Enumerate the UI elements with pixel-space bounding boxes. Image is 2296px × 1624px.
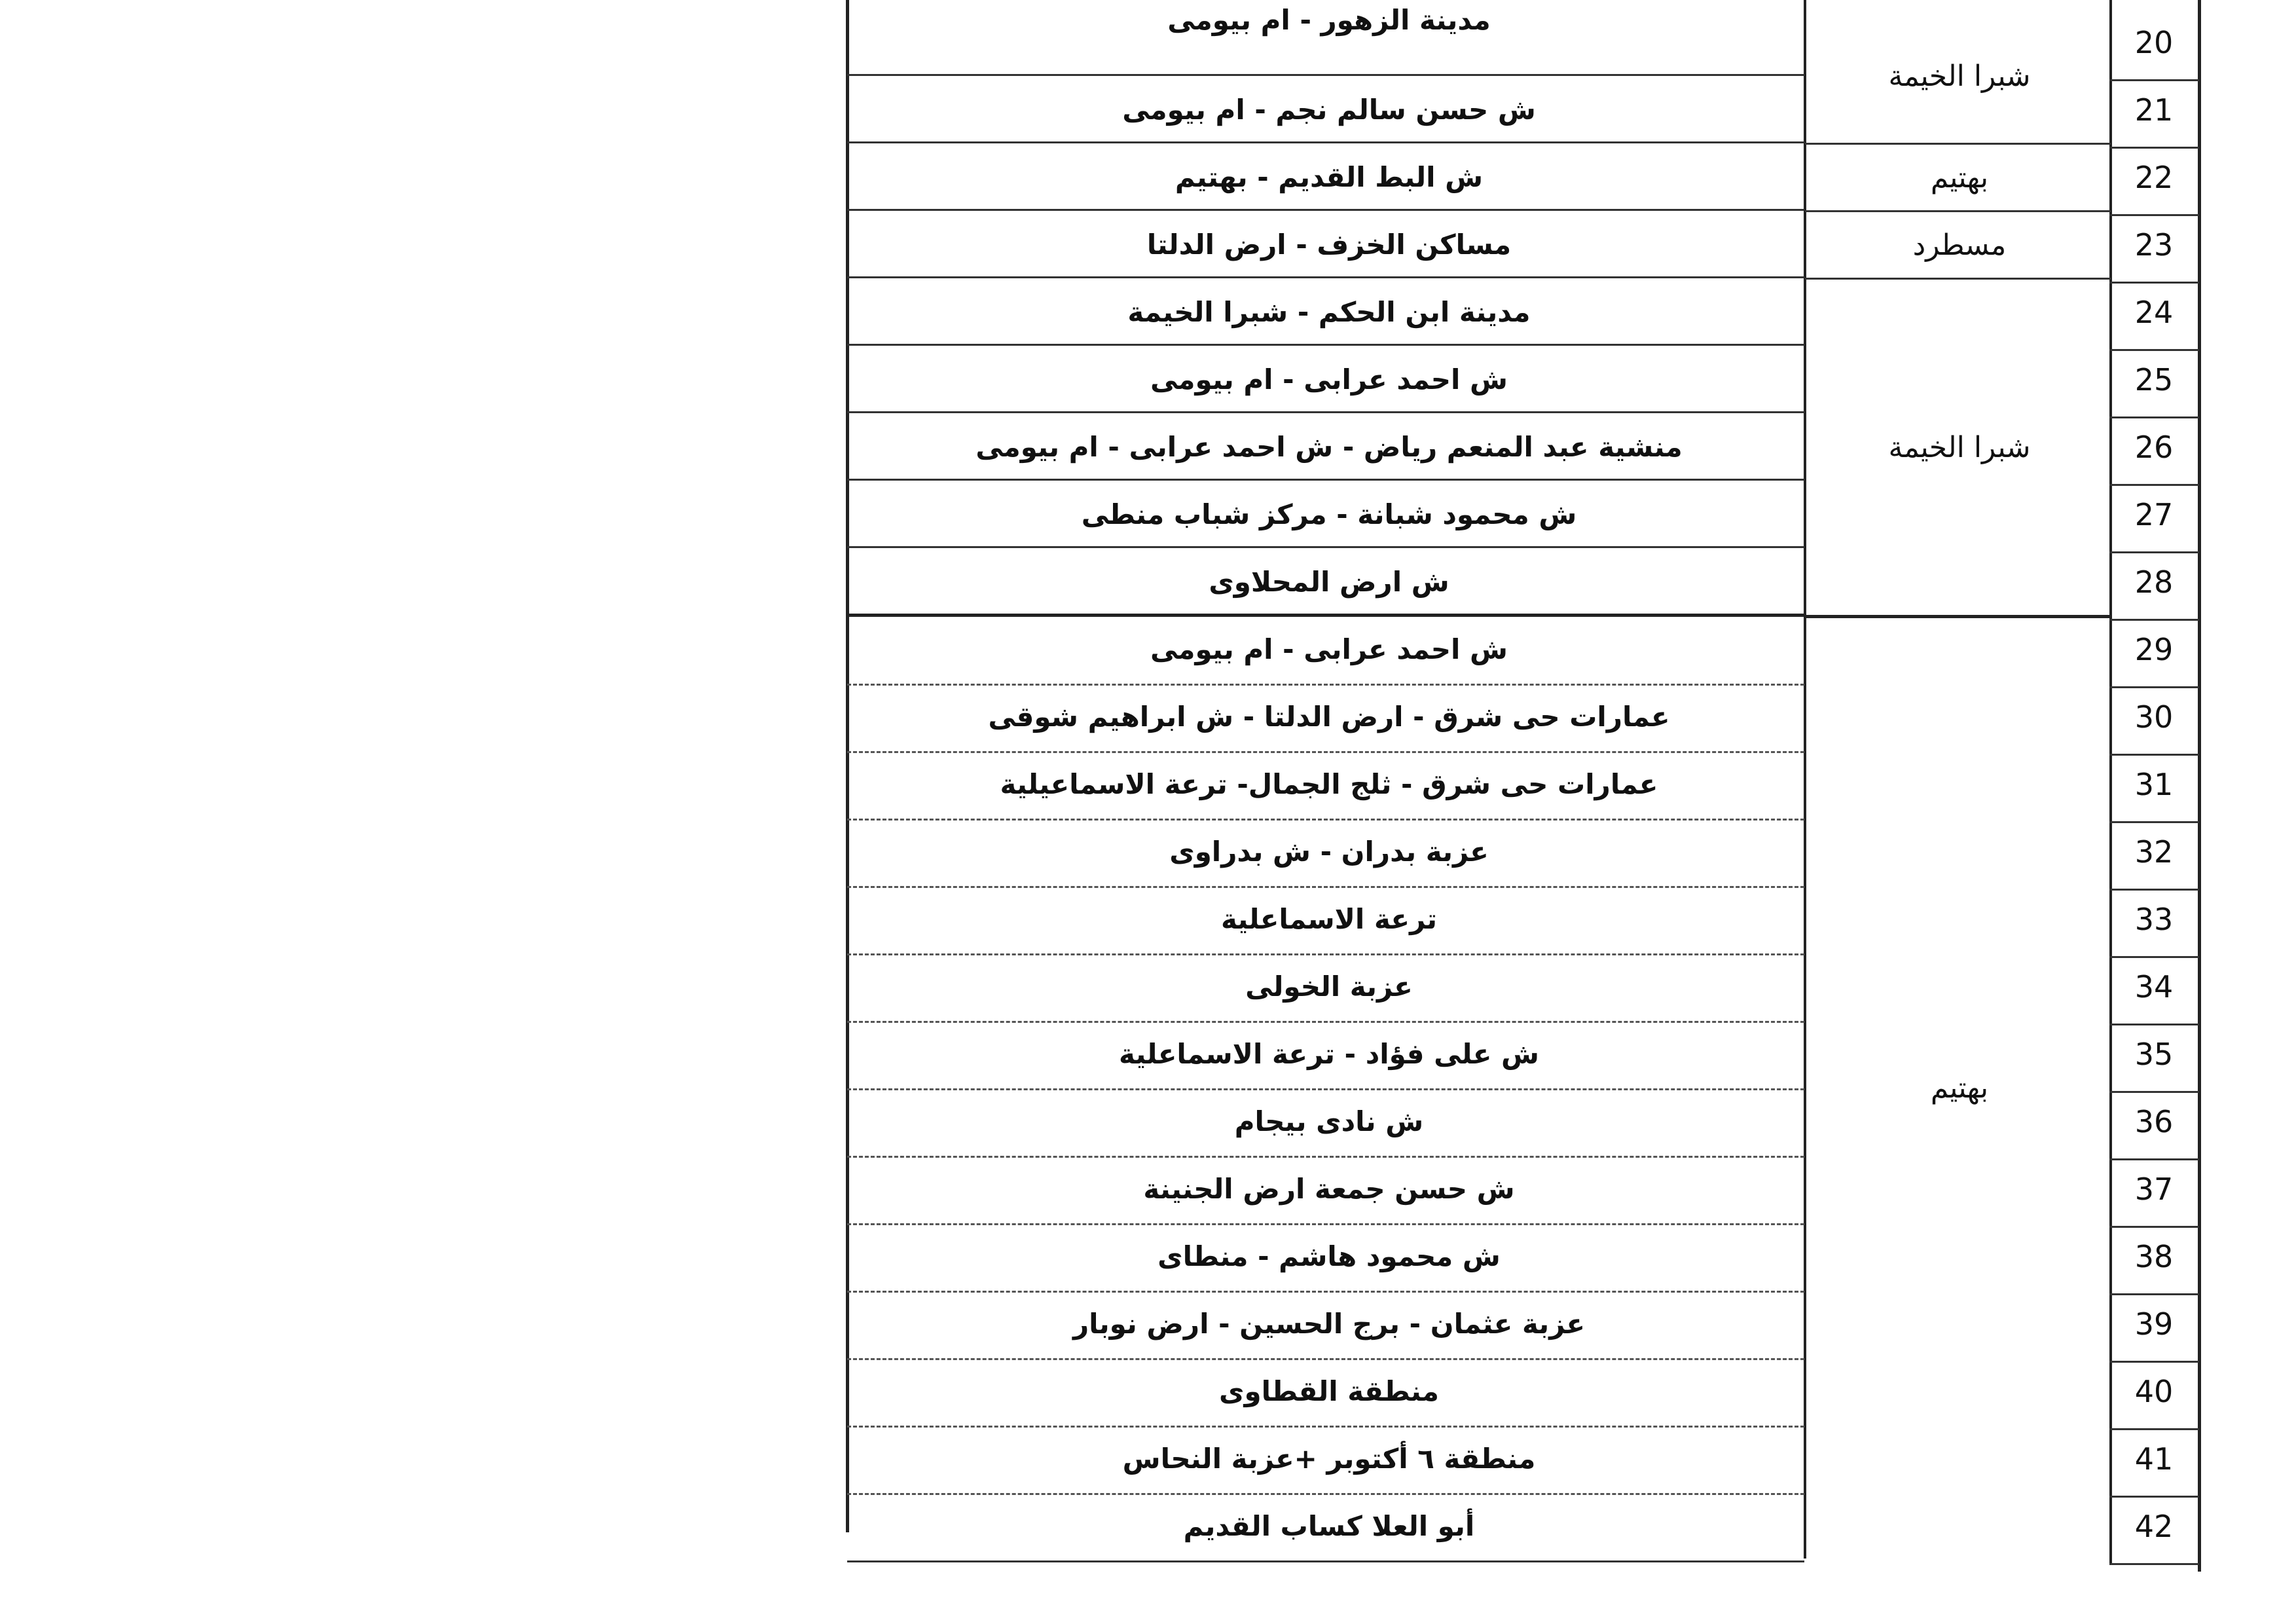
address-cell: منشية عبد المنعم رياض - ش احمد عرابى - ام بيومى [975, 431, 1683, 463]
row-number: 32 [2134, 834, 2174, 870]
address-cell: أبو العلا كساب القديم [1183, 1510, 1475, 1542]
row-number: 35 [2134, 1037, 2174, 1072]
row-rule [847, 614, 1804, 617]
row-rule [847, 751, 1804, 753]
row-number: 36 [2134, 1104, 2174, 1139]
row-rule [847, 141, 1804, 143]
area-cell: شبرا الخيمة [1888, 430, 2031, 464]
row-rule [847, 1560, 1804, 1562]
row-rule [847, 1021, 1804, 1023]
row-number: 37 [2134, 1172, 2174, 1207]
address-cell: عمارات حى شرق - ارض الدلتا - ش ابراهيم شوقى [988, 701, 1670, 733]
address-cell: منطقة القطاوى [1218, 1375, 1440, 1407]
row-rule [847, 1358, 1804, 1360]
row-rule [847, 1493, 1804, 1495]
row-number: 38 [2134, 1239, 2174, 1274]
address-cell: منطقة ٦ أكتوبر +عزبة النحاس [1122, 1443, 1536, 1475]
row-number: 23 [2134, 227, 2174, 263]
row-rule [847, 344, 1804, 346]
group-rule [1805, 615, 2111, 618]
row-rule [847, 1156, 1804, 1158]
address-cell: مدينة الزهور - ام بيومى [1167, 4, 1491, 36]
row-rule [2109, 619, 2199, 621]
row-rule [847, 74, 1804, 76]
row-number: 28 [2134, 564, 2174, 600]
address-cell: ش نادى بيجام [1234, 1105, 1424, 1137]
row-rule [2109, 1091, 2199, 1093]
row-rule [847, 276, 1804, 278]
row-number: 31 [2134, 767, 2174, 802]
row-number: 40 [2134, 1374, 2174, 1409]
row-rule [847, 684, 1804, 686]
row-rule [2109, 1428, 2199, 1430]
column-rule [2109, 0, 2112, 1565]
row-rule [2109, 214, 2199, 216]
row-rule [2109, 1496, 2199, 1498]
row-rule [2109, 821, 2199, 823]
area-cell: مسطرد [1912, 228, 2007, 262]
address-cell: مدينة ابن الحكم - شبرا الخيمة [1127, 296, 1531, 328]
address-cell: عزبة بدران - ش بدراوى [1169, 836, 1489, 868]
address-cell: ش حسن سالم نجم - ام بيومى [1122, 94, 1536, 126]
address-cell: ترعة الاسماعلية [1220, 903, 1438, 935]
row-rule [847, 411, 1804, 413]
row-number: 20 [2134, 25, 2174, 60]
row-rule [2109, 889, 2199, 891]
row-rule [2109, 1158, 2199, 1160]
address-cell: عزبة الخولى [1245, 970, 1413, 1003]
address-cell: عزبة عثمان - برج الحسين - ارض نوبار [1072, 1308, 1586, 1340]
row-rule [847, 209, 1804, 211]
row-number: 29 [2134, 632, 2174, 667]
row-rule [2109, 1563, 2199, 1565]
address-cell: عمارات حى شرق - ثلج الجمال- ترعة الاسماعيلية [1000, 768, 1658, 800]
row-rule [847, 1291, 1804, 1293]
row-number: 21 [2134, 92, 2174, 128]
row-rule [847, 886, 1804, 888]
row-rule [2109, 147, 2199, 149]
row-rule [847, 1088, 1804, 1090]
row-rule [2109, 484, 2199, 486]
row-number: 33 [2134, 902, 2174, 937]
row-number: 30 [2134, 699, 2174, 735]
column-rule [846, 0, 849, 1532]
address-cell: ش محمود شبانة - مركز شباب منطى [1081, 498, 1577, 530]
group-rule [1805, 278, 2111, 280]
address-cell: ش محمود هاشم - منطاى [1157, 1240, 1501, 1272]
row-rule [2109, 1226, 2199, 1228]
row-number: 34 [2134, 969, 2174, 1005]
area-cell: بهتيم [1930, 160, 1989, 194]
row-rule [2109, 1361, 2199, 1363]
row-number: 42 [2134, 1509, 2174, 1544]
row-rule [2109, 551, 2199, 553]
address-cell: ش احمد عرابى - ام بيومى [1150, 633, 1508, 665]
group-rule [1805, 210, 2111, 212]
address-cell: مساكن الخزف - ارض الدلتا [1146, 229, 1512, 261]
address-cell: ش ارض المحلاوى [1209, 566, 1449, 598]
row-rule [847, 546, 1804, 548]
row-rule [2109, 416, 2199, 418]
row-rule [2109, 754, 2199, 756]
row-number: 39 [2134, 1306, 2174, 1342]
row-rule [847, 819, 1804, 821]
area-cell: بهتيم [1930, 1071, 1989, 1105]
row-rule [2109, 1024, 2199, 1025]
row-rule [2109, 1293, 2199, 1295]
address-cell: ش حسن جمعة ارض الجنينة [1143, 1173, 1515, 1205]
row-rule [847, 953, 1804, 955]
address-cell: ش احمد عرابى - ام بيومى [1150, 363, 1508, 396]
address-cell: ش البط القديم - بهتيم [1175, 161, 1484, 193]
row-rule [847, 479, 1804, 481]
row-rule [2109, 956, 2199, 958]
group-rule [1805, 143, 2111, 145]
row-rule [847, 1223, 1804, 1225]
area-cell: شبرا الخيمة [1888, 60, 2031, 93]
column-rule [2198, 0, 2201, 1572]
row-rule [847, 1426, 1804, 1428]
row-rule [2109, 79, 2199, 81]
column-rule [1804, 0, 1806, 1559]
row-rule [2109, 686, 2199, 688]
address-cell: ش على فؤاد - ترعة الاسماعلية [1118, 1038, 1540, 1070]
row-number: 24 [2134, 295, 2174, 330]
row-rule [2109, 282, 2199, 284]
row-rule [2109, 349, 2199, 351]
row-number: 26 [2134, 430, 2174, 465]
row-number: 27 [2134, 497, 2174, 532]
row-number: 41 [2134, 1441, 2174, 1477]
row-number: 22 [2134, 160, 2174, 195]
row-number: 25 [2134, 362, 2174, 397]
